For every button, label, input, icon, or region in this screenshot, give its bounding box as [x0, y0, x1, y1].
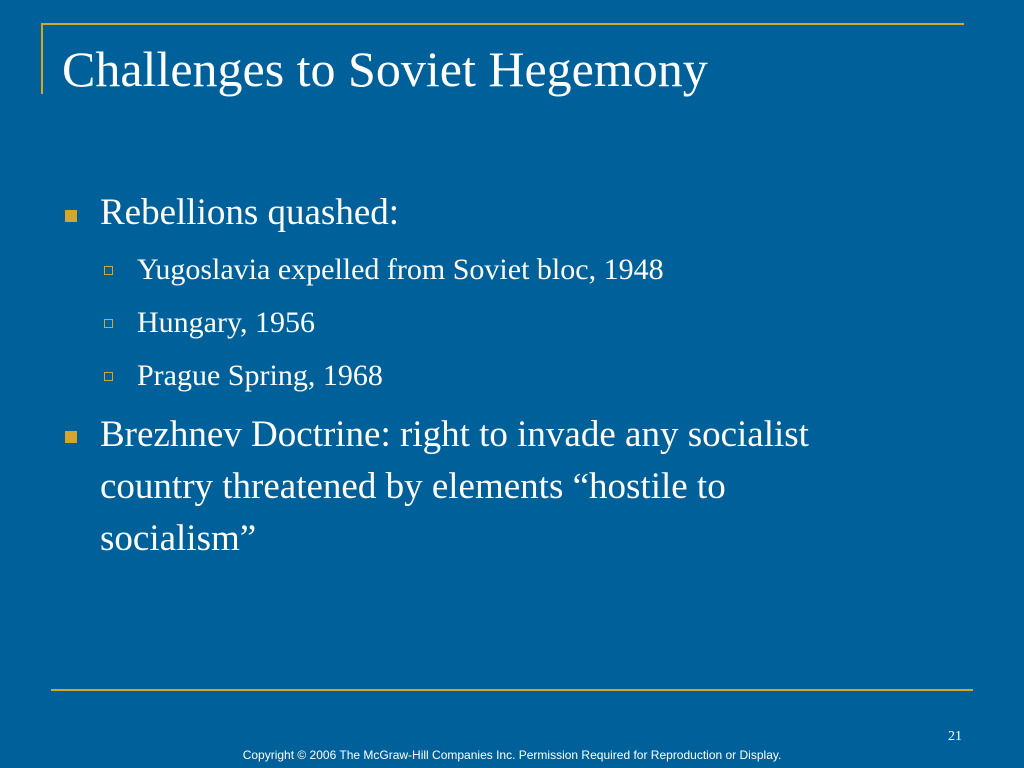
footer-rule [51, 689, 973, 691]
square-bullet-icon [65, 210, 77, 222]
sub-bullet-hungary: Hungary, 1956 [137, 306, 316, 339]
sub-bullet-yugoslavia: Yugoslavia expelled from Soviet bloc, 1948 [137, 253, 664, 286]
hollow-square-bullet-icon [104, 266, 113, 275]
copyright-notice: Copyright © 2006 The McGraw-Hill Companies Inc. Permission Required for Reproduction or Display. [242, 748, 782, 762]
frame-top-rule [41, 23, 964, 25]
sub-bullet-prague-spring: Prague Spring, 1968 [137, 359, 383, 392]
slide-title: Challenges to Soviet Hegemony [62, 41, 708, 97]
hollow-square-bullet-icon [104, 319, 113, 328]
bullet-brezhnev-line-3: socialism” [100, 518, 257, 559]
bullet-brezhnev-line-2: country threatened by elements “hostile to [100, 466, 726, 507]
frame-left-rule [41, 23, 43, 94]
bullet-rebellions: Rebellions quashed: [100, 192, 400, 233]
bullet-brezhnev-line-1: Brezhnev Doctrine: right to invade any socialist [100, 414, 809, 455]
square-bullet-icon [65, 431, 77, 443]
slide-number: 21 [948, 729, 962, 744]
hollow-square-bullet-icon [104, 372, 113, 381]
